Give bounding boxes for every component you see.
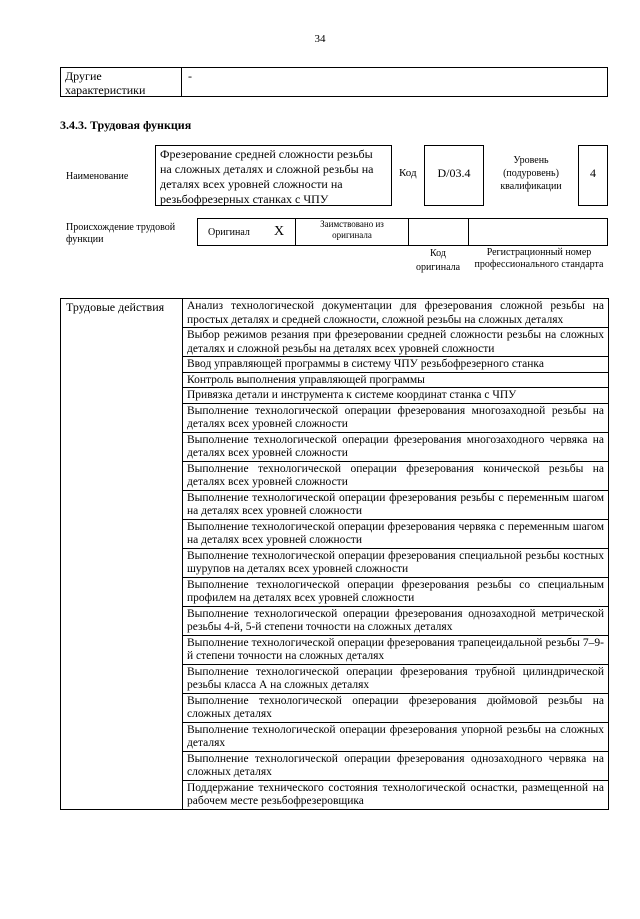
other-characteristics-label: Другие характеристики bbox=[65, 69, 146, 97]
registration-number-label: Регистрационный номер профессионального стандарта bbox=[474, 247, 604, 270]
labor-action-item: Выполнение технологической операции фрезерования конической резьбы на деталях всех уровней сложности bbox=[183, 461, 609, 490]
labor-action-item: Выполнение технологической операции фрезерования однозаходного червяка на сложных деталях bbox=[183, 751, 609, 780]
code-original-label: Код оригинала bbox=[415, 248, 461, 273]
original-mark: X bbox=[274, 224, 285, 239]
labor-action-item: Поддержание технического состояния технологической оснастки, размещенной на рабочем месте резьбофрезеровщика bbox=[183, 780, 609, 809]
labor-actions-label: Трудовые действия bbox=[61, 299, 183, 810]
section-title: 3.4.3. Трудовая функция bbox=[60, 118, 192, 132]
name-label: Наименование bbox=[66, 171, 129, 182]
labor-action-item: Анализ технологической документации для фрезерования сложной резьбы на простых деталях и средней сложности, сложной резьбы на сложных деталях bbox=[183, 299, 609, 328]
labor-action-item: Выполнение технологической операции фрезерования специальной резьбы костных шурупов на деталях всех уровней сложности bbox=[183, 548, 609, 577]
function-code: D/03.4 bbox=[424, 145, 484, 206]
labor-action-item: Выполнение технологической операции фрезерования дюймовой резьбы на сложных деталях bbox=[183, 693, 609, 722]
labor-action-item: Выполнение технологической операции фрезерования резьбы со специальным профилем на деталях всех уровней сложности bbox=[183, 577, 609, 606]
cell-divider bbox=[295, 219, 296, 245]
other-characteristics-value: - bbox=[188, 69, 192, 83]
function-name: Фрезерование средней сложности резьбы на сложных деталях и сложной резьбы на деталях всех уровней сложности на резьбофрезерных станках с ЧПУ bbox=[155, 145, 392, 206]
column-divider bbox=[181, 68, 182, 96]
labor-action-item: Выполнение технологической операции фрезерования упорной резьбы на сложных деталях bbox=[183, 722, 609, 751]
labor-action-item: Контроль выполнения управляющей программы bbox=[183, 372, 609, 388]
page-number: 34 bbox=[314, 33, 326, 45]
labor-action-item: Выполнение технологической операции фрезерования однозаходной метрической резьбы 4-й, 5-й степени точности на сложных деталях bbox=[183, 606, 609, 635]
table-row bbox=[61, 299, 609, 328]
labor-action-item: Привязка детали и инструмента к системе координат станка с ЧПУ bbox=[183, 388, 609, 404]
borrowed-label: Заимствовано из оригинала bbox=[320, 219, 384, 240]
cell-divider bbox=[468, 219, 469, 245]
labor-action-item: Выполнение технологической операции фрезерования червяка с переменным шагом на деталях всех уровней сложности bbox=[183, 519, 609, 548]
labor-action-item: Выполнение технологической операции фрезерования трубной цилиндрической резьбы класса А на сложных деталях bbox=[183, 664, 609, 693]
labor-action-item: Выполнение технологической операции фрезерования многозаходного червяка на деталях всех уровней сложности bbox=[183, 432, 609, 461]
qualification-level: 4 bbox=[578, 145, 608, 206]
other-characteristics-table bbox=[60, 67, 608, 97]
qualification-level-label: Уровень (подуровень) квалификации bbox=[500, 155, 562, 192]
labor-action-item: Выполнение технологической операции фрезерования многозаходной резьбы на деталях всех уровней сложности bbox=[183, 403, 609, 432]
cell-divider bbox=[408, 219, 409, 245]
original-label: Оригинал bbox=[208, 227, 250, 238]
labor-action-item: Выполнение технологической операции фрезерования трапецеидальной резьбы 7–9-й степени точности на сложных деталях bbox=[183, 635, 609, 664]
labor-action-item: Ввод управляющей программы в систему ЧПУ резьбофрезерного станка bbox=[183, 357, 609, 373]
code-label: Код bbox=[399, 167, 417, 179]
origin-label: Происхождение трудовой функции bbox=[66, 222, 176, 245]
labor-actions-table bbox=[60, 298, 609, 810]
origin-row bbox=[197, 218, 608, 246]
labor-action-item: Выбор режимов резания при фрезеровании средней сложности резьбы на сложных деталях и сложной резьбы на деталях всех уровней сложности bbox=[183, 328, 609, 357]
labor-action-item: Выполнение технологической операции фрезерования резьбы с переменным шагом на деталях всех уровней сложности bbox=[183, 490, 609, 519]
